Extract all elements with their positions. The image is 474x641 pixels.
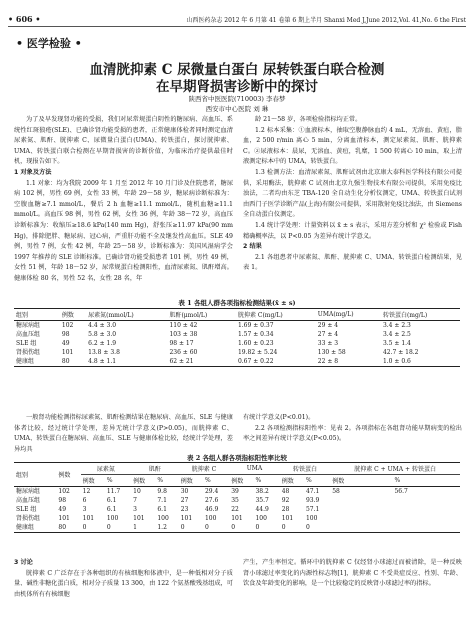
table-cell: 49 bbox=[58, 506, 67, 513]
table2-sub-header: % bbox=[203, 475, 229, 487]
table2-sub-header: 例数 bbox=[179, 475, 203, 487]
table-cell: 101 bbox=[180, 515, 193, 522]
table-cell: 肾损伤组 bbox=[16, 515, 41, 522]
table2-sub-header: 例数 bbox=[330, 475, 392, 487]
table-cell: 62 ± 21 bbox=[167, 357, 236, 367]
table-cell: 98 bbox=[61, 331, 70, 338]
table-cell: 101 bbox=[58, 515, 70, 522]
table2-group-header: 肌酐 bbox=[131, 463, 179, 475]
table-cell: 0 bbox=[229, 523, 253, 533]
table-cell: 29.4 bbox=[204, 488, 219, 495]
table-cell: 9.8 bbox=[157, 488, 167, 495]
table-row bbox=[14, 339, 460, 348]
table2-caption: 表 2 各组人群各项指标阳性率比较 bbox=[186, 454, 288, 462]
table-cell: SLE 组 bbox=[16, 506, 37, 513]
table1-header: UMA(mg/L) bbox=[316, 309, 381, 321]
table1-header: 例数 bbox=[60, 309, 86, 321]
table-cell: 35.7 bbox=[255, 497, 269, 504]
table-cell: 6.1 bbox=[157, 506, 167, 513]
table2-sub-header: % bbox=[105, 475, 131, 487]
table2-group-header: 例数 bbox=[56, 463, 80, 487]
table-cell bbox=[330, 496, 392, 505]
table-cell: 糖尿病组 bbox=[16, 488, 41, 495]
table-cell: 27 ± 4 bbox=[317, 331, 339, 338]
table-cell: 130 ± 58 bbox=[317, 349, 346, 356]
paragraph: 1.1 对象：均为我院 2009 年 1 月至 2012 年 10 月门诊及住院患者，糖尿病 102 例，男性 69 例，女性 33 例，年龄 29～58 岁，糖尿病诊断标准为：空腹血糖≥7.1 mmol/L，餐后 2 h 血糖≥11.1 mmol/L，随机血糖≥11.1 mmol/L。高血压 98 例，男性 62 例，女性 36 例，年龄 38～72 岁，高血压诊断标准为：收缩压≥18.6 kPa(140 mm Hg)，舒张压≥11.97 kPa(90 mm Hg)，排除肥胖、糖尿病、冠心病，严重肝功能不全及继发性高血压。SLE 49 例，男性 7 例，女性 42 例，年龄 25～58 岁，诊断标准为：美国风湿病学会 1997 年推荐的 SLE 诊断标准。已确诊肾功能受损患者 101 例，男性 49 例，女性 51 例，年龄 18～52 岁，尿常规蛋白检测阳性，血清尿素氮、肌酐增高。健康体检 80 名，男性 52 名，女性 28 名，年 bbox=[14, 179, 233, 282]
table-cell: 5.8 ± 3.0 bbox=[88, 331, 117, 338]
running-header bbox=[8, 8, 466, 27]
bottom-left-column bbox=[14, 558, 233, 638]
table1-header: 转铁蛋白(mg/L) bbox=[381, 309, 460, 321]
table-cell: 3.5 ± 1.4 bbox=[382, 340, 411, 347]
table-cell: 42.7 ± 18.2 bbox=[382, 349, 419, 356]
table-cell: 102 bbox=[61, 322, 74, 329]
table-cell: 28 bbox=[281, 506, 290, 513]
table-cell: 100 bbox=[106, 515, 119, 522]
table-cell: 101 bbox=[281, 515, 294, 522]
table-cell: 100 bbox=[157, 515, 169, 522]
article-title-line1: 血清胱抑素 C 尿微量白蛋白 尿转铁蛋白联合检测 bbox=[89, 62, 385, 78]
table-cell: 49 bbox=[61, 340, 70, 347]
table1-header: 尿素氮(mmol/L) bbox=[86, 309, 167, 321]
paragraph: 为了及早发现肾功能的受损，我们对尿常规蛋白阴性的糖尿病、高血压、系统性红斑狼疮(SLE)、已确诊肾功能受损的患者，正常健康体检者同时测定血清尿素氮、肌酐、胱抑素 C、尿微量白蛋白(UMA)、转铁蛋白，探讨胱抑素、UMA、转铁蛋白联合检测在早期肾损害的诊断价值，为临床治疗提供最佳时机，现报告如下。 bbox=[14, 116, 233, 166]
table-cell: 健康组 bbox=[14, 523, 56, 533]
table-cell: 7.1 bbox=[157, 497, 167, 504]
table-cell bbox=[392, 514, 460, 523]
article-title-line2: 在早期肾损害诊断中的探讨 bbox=[156, 79, 318, 95]
table-cell: 高血压组 bbox=[16, 497, 41, 504]
author-line-1: 陕西省中医医院(710003) 李春梦 bbox=[188, 95, 286, 103]
section-label: • 医学检验 • bbox=[16, 37, 82, 50]
table-cell: 101 bbox=[231, 515, 243, 522]
table-cell: 102 bbox=[58, 488, 70, 495]
table-cell: 56.7 bbox=[394, 488, 408, 495]
table-cell: 48 bbox=[281, 488, 290, 495]
table-cell: 100 bbox=[204, 515, 217, 522]
table-cell bbox=[330, 523, 392, 533]
table-cell: 0 bbox=[280, 523, 304, 533]
table-cell: 80 bbox=[56, 523, 80, 533]
table-cell: 12 bbox=[82, 488, 91, 495]
table-cell: 糖尿病组 bbox=[16, 322, 41, 329]
table2-sub-header: 例数 bbox=[229, 475, 253, 487]
table-cell: 6.2 ± 1.9 bbox=[88, 340, 117, 347]
table-cell: 58 bbox=[332, 488, 340, 495]
table-cell: 0 bbox=[105, 523, 131, 533]
mid-left-text: 一般肾功能检测指标尿素氮、肌酐检测结果在糖尿病、高血压、SLE 与健康体者比较，经过统计学处理，差异无统计学意义(P>0.05)，而胱抑素 C、UMA、转铁蛋白在糖尿病、高血压、SLE 与健康体检比较，经统计学处理，差异均具 bbox=[14, 414, 233, 453]
table-cell: 101 bbox=[61, 349, 74, 356]
table-cell: 0 bbox=[81, 523, 105, 533]
table-cell: 10 bbox=[133, 488, 141, 495]
table-cell: 1.57 ± 0.34 bbox=[237, 331, 274, 338]
paragraph: 1.4 统计学处理：计量资料以 x̄ ± s 表示，采用方差分析和 χ² 检验或 Fish 精确概率法，以 P<0.05 为差异有统计学意义。 bbox=[243, 221, 462, 240]
table-cell: 27 bbox=[180, 497, 189, 504]
table-row bbox=[14, 348, 460, 357]
table2-group-header: 尿素氮 bbox=[81, 463, 132, 475]
table-cell: 236 ± 60 bbox=[169, 349, 198, 356]
right-column bbox=[243, 115, 462, 295]
table1-header: 组别 bbox=[14, 309, 60, 321]
table-cell: 0 bbox=[203, 523, 229, 533]
table2-group-header: UMA bbox=[229, 463, 280, 475]
table-row bbox=[14, 330, 460, 339]
table-cell: 110 ± 42 bbox=[169, 322, 198, 329]
table-cell: 22 bbox=[231, 506, 239, 513]
table2-sub-header: % bbox=[253, 475, 279, 487]
table-cell: SLE 组 bbox=[16, 340, 37, 347]
left-column bbox=[14, 115, 233, 295]
table-cell bbox=[330, 514, 392, 523]
table-cell: 6 bbox=[82, 497, 87, 504]
table-cell: 98 bbox=[58, 497, 67, 504]
table-cell: 103 ± 38 bbox=[169, 331, 198, 338]
table-cell: 3 bbox=[82, 506, 87, 513]
table-cell: 1 bbox=[131, 523, 155, 533]
table2-group-header: 组别 bbox=[14, 463, 56, 487]
table1-header: 肌酐(μmol/L) bbox=[167, 309, 236, 321]
table-row bbox=[14, 514, 460, 523]
paragraph: 2.1 各组患者中尿素氮、肌酐、胱抑素 C、UMA、转铁蛋白检测结果，见表 1。 bbox=[243, 253, 462, 272]
table-cell: 0 bbox=[253, 523, 279, 533]
table-cell bbox=[392, 523, 460, 533]
table-cell: 3.4 ± 2.5 bbox=[382, 331, 411, 338]
table-cell: 1.69 ± 0.37 bbox=[237, 322, 274, 329]
table-cell: 27.6 bbox=[204, 497, 219, 504]
table-cell: 4.4 ± 3.0 bbox=[88, 322, 117, 329]
table-row bbox=[14, 505, 460, 514]
table-cell: 98 ± 17 bbox=[169, 340, 194, 347]
table-cell: 0 bbox=[304, 523, 330, 533]
table-cell: 100 bbox=[255, 515, 267, 522]
table-cell: 100 bbox=[305, 515, 318, 522]
table-cell: 29 ± 4 bbox=[317, 322, 339, 329]
table-cell: 1.60 ± 0.23 bbox=[237, 340, 274, 347]
section-heading: 1 对象及方法 bbox=[14, 168, 52, 176]
table-cell: 47.1 bbox=[305, 488, 320, 495]
table-row bbox=[14, 487, 460, 497]
table-cell: 7 bbox=[133, 497, 137, 504]
table1 bbox=[14, 308, 460, 367]
table-cell: 3.4 ± 2.3 bbox=[382, 322, 411, 329]
table-row bbox=[14, 496, 460, 505]
table2-sub-header: % bbox=[304, 475, 330, 487]
table-cell: 33 ± 3 bbox=[317, 340, 339, 347]
table-cell: 1.2 bbox=[155, 523, 178, 533]
paragraph: 龄 21～58 岁，各项检验指标均正常。 bbox=[255, 116, 362, 123]
table-cell: 80 bbox=[60, 357, 86, 367]
bottom-right-column: 产生，产生率恒定。循环中的胱抑素 C 仅经肾小球滤过而被清除，是一种反映肾小球滤过率变化的内源性标志物[1]，胱抑素 C 不受炎症反应、性别、年龄、饮食及年龄变化的影响，是一个比较稳定的反映肾小球滤过率的指标。 bbox=[243, 559, 462, 588]
table-cell: 93.9 bbox=[305, 497, 320, 504]
table-cell: 4.8 ± 1.1 bbox=[86, 357, 167, 367]
table-cell: 39 bbox=[231, 488, 239, 495]
table-cell: 57.1 bbox=[305, 506, 320, 513]
table-cell: 3 bbox=[133, 506, 137, 513]
table-row bbox=[14, 321, 460, 331]
table-cell: 19.82 ± 5.24 bbox=[237, 349, 278, 356]
table-cell: 22 ± 8 bbox=[316, 357, 381, 367]
table-cell: 92 bbox=[281, 497, 290, 504]
table-cell: 11.7 bbox=[106, 488, 121, 495]
table2-sub-header: 例数 bbox=[131, 475, 155, 487]
table2-sub-header: 例数 bbox=[280, 475, 304, 487]
table-cell: 23 bbox=[180, 506, 189, 513]
table-cell: 0 bbox=[179, 523, 203, 533]
mid-right-text: 有统计学意义(P<0.01)。 2.2 各项检测指标阳性率：见表 2。各项指标在各组肾功能早期病变的检出率之间差异有统计学意义(P<0.05)。 bbox=[243, 414, 462, 443]
table-cell: 101 bbox=[82, 515, 95, 522]
table1-header: 胱抑素 C(mg/L) bbox=[236, 309, 316, 321]
table-cell: 13.8 ± 3.8 bbox=[88, 349, 120, 356]
table1-caption: 表 1 各组人群各项指标检测结果(x̄ ± s) bbox=[178, 299, 296, 307]
table-cell: 高血压组 bbox=[16, 331, 41, 338]
table-cell bbox=[392, 505, 460, 514]
paragraph: 1.3 检测方法：血清尿素氮、肌酐试剂由北京康大泰科医学科技有限公司提供，采用酶法，胱抑素 C 试剂由北京九强生物技术有限公司提供，采用免疫比浊法，二者均由东芝 TBA-120 全自动生化分析仪测定，UMA、转铁蛋白试剂由西门子医学诊断产品(上海)有限公司提供，采用散射免疫比浊法，由 Siemens 全自动蛋白仪测定。 bbox=[243, 168, 462, 219]
paragraph: 胱抑素 C 广泛存在于各种组织的有核细胞和体液中，是一种低相对分子质量、碱性非糖化蛋白质，相对分子质量 13 300，由 122 个氨基酸残基组成，可由机体所有有核细胞 bbox=[14, 569, 233, 598]
table2-group-header: 胱抑素 C bbox=[179, 463, 230, 475]
author-line-2: 西安市中心医院 刘 琳 bbox=[205, 105, 269, 113]
table2-group-header: 胱抑素 C + UMA + 转铁蛋白 bbox=[330, 463, 460, 475]
table-cell: 30 bbox=[180, 488, 189, 495]
table-cell: 6.1 bbox=[106, 506, 117, 513]
table-cell: 健康组 bbox=[14, 357, 60, 367]
table-row bbox=[14, 357, 460, 367]
section-heading: 3 讨论 bbox=[14, 559, 33, 566]
section-heading: 2 结果 bbox=[243, 243, 262, 251]
table-cell bbox=[392, 496, 460, 505]
table-cell: 35 bbox=[231, 497, 239, 504]
journal-citation: 山西医药杂志 2012 年 6 月第 41 卷第 6 期上半月 Shanxi Med J,June 2012,Vol. 41,No. 6 the First bbox=[186, 17, 466, 24]
table2-sub-header: 例数 bbox=[81, 475, 105, 487]
table-cell: 38.2 bbox=[255, 488, 269, 495]
table2-sub-header: % bbox=[155, 475, 178, 487]
table-cell: 1.0 ± 0.6 bbox=[381, 357, 460, 367]
table-cell: 46.9 bbox=[204, 506, 219, 513]
table2-sub-header: % bbox=[392, 475, 460, 487]
table-row bbox=[14, 523, 460, 533]
table-cell: 6.1 bbox=[106, 497, 117, 504]
paragraph: 1.2 标本采集：①血液标本，抽取空腹静脉血约 4 mL，无溶血、黄疸，脂血，2 500 r/min 离心 5 min，分离血清标本，测定尿素氮、肌酐、胱抑素 C。②尿液标本：晨尿，无溶血、黄疸，乳糜，1 500 转离心 10 min，取上清液测定标本中的 UMA，转铁蛋白。 bbox=[243, 126, 462, 166]
table-cell bbox=[330, 505, 392, 514]
table2-group-header: 转铁蛋白 bbox=[280, 463, 331, 475]
table-cell: 101 bbox=[133, 515, 145, 522]
table2 bbox=[14, 462, 460, 533]
table-cell: 肾损伤组 bbox=[16, 349, 41, 356]
page-number: • 606 • bbox=[8, 14, 41, 24]
table-cell: 0.67 ± 0.22 bbox=[236, 357, 316, 367]
table-cell: 44.9 bbox=[255, 506, 269, 513]
